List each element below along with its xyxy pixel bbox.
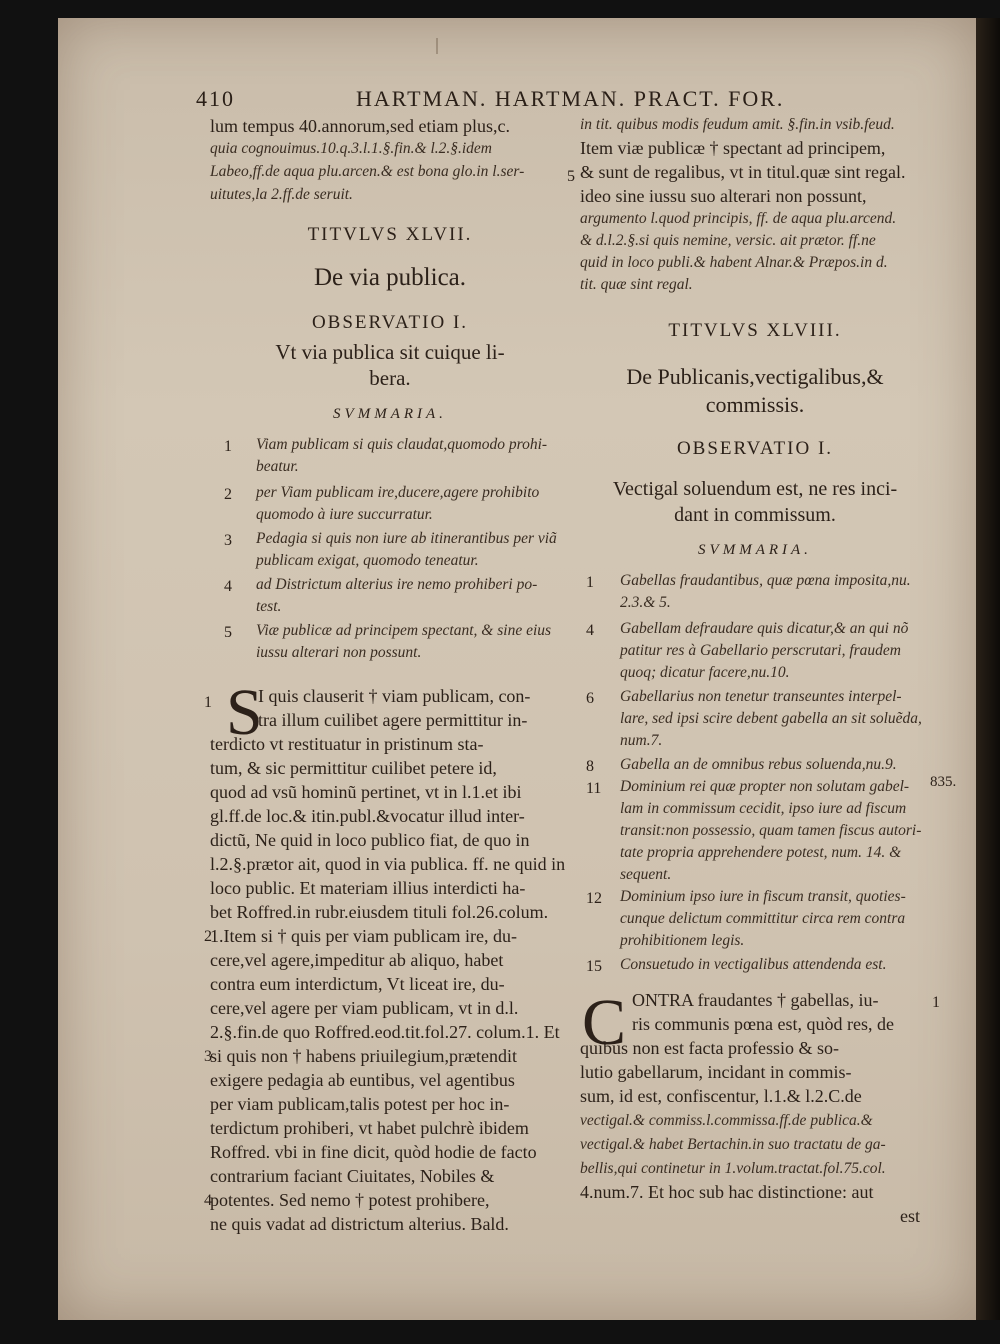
body-line: Roffred. vbi in fine dicit, quòd hodie de facto (210, 1142, 537, 1162)
body-line: sum, id est, confiscentur, l.1.& l.2.C.de (580, 1086, 862, 1106)
summary-line: prohibitionem legis. (620, 932, 745, 949)
citation-line: uitutes,la 2.ff.de seruit. (210, 186, 353, 203)
citation-line: & d.l.2.§.si quis nemine, versic. ait prætor. ff.ne (580, 232, 876, 249)
summary-line: Gabella an de omnibus rebus soluenda,nu.9. (620, 756, 897, 773)
body-line: l.2.§.prætor ait, quod in via publica. ff. ne quid in (210, 854, 566, 874)
summary-number: 2 (224, 486, 232, 503)
summary-line: publicam exigat, quomodo teneatur. (256, 552, 479, 569)
citation-line: Labeo,ff.de aqua plu.arcen.& est bona glo.in l.ser- (210, 163, 525, 180)
body-line: per viam publicam,talis potest per hoc in- (210, 1094, 510, 1114)
summaria-label: SVMMARIA. (698, 542, 812, 558)
summary-line: Dominium rei quæ propter non solutam gabel- (620, 778, 910, 795)
citation-line: quia cognouimus.10.q.3.l.1.§.fin.& l.2.§.idem (210, 140, 493, 157)
body-line: loco public. Et materiam illius interdicti ha- (210, 878, 526, 898)
text-line: lum tempus 40.annorum,sed etiam plus,c. (210, 116, 510, 136)
body-line: bet Roffred.in rubr.eiusdem tituli fol.26.colum. (210, 902, 549, 922)
paragraph-marker: 1 (932, 994, 940, 1011)
summary-number: 1 (224, 438, 232, 455)
summary-line: test. (256, 598, 282, 615)
summary-number: 4 (224, 578, 232, 595)
paragraph-marker: 2 (204, 928, 212, 945)
body-line: ris communis pœna est, quòd res, de (632, 1014, 894, 1034)
body-line: lutio gabellarum, incidant in commis- (580, 1062, 852, 1082)
paragraph-marker: 3 (204, 1048, 212, 1065)
summary-number: 8 (586, 758, 594, 775)
summary-line: per Viam publicam ire,ducere,agere prohibito (256, 484, 540, 501)
body-line: exigere pedagia ab euntibus, vel agentibus (210, 1070, 515, 1090)
summaria-label: SVMMARIA. (333, 406, 447, 422)
subheading-line: Vt via publica sit cuique li- (275, 340, 505, 364)
summary-number: 5 (224, 624, 232, 641)
summary-line: Gabellam defraudare quis dicatur,& an qui nõ (620, 620, 909, 637)
body-line: tra illum cuilibet agere permittitur in- (258, 710, 528, 730)
summary-number: 11 (586, 780, 602, 797)
citation-line: argumento l.quod principis, ff. de aqua plu.arcend. (580, 210, 897, 227)
page-mark (436, 38, 438, 54)
body-line: ne quis vadat ad districtum alterius. Bald. (210, 1214, 509, 1234)
body-line: quod ad vsũ hominũ pertinet, vt in l.1.et ibi (210, 782, 522, 802)
catchword: est (900, 1206, 920, 1226)
summary-line: Viæ publicæ ad principem spectant, & sine eius (256, 622, 552, 639)
body-line: bellis,qui continetur in 1.volum.tractat.fol.75.col. (580, 1160, 886, 1177)
body-line: contra eum interdictum, Vt liceat ire, du- (210, 974, 505, 994)
summary-line: num.7. (620, 732, 663, 749)
summary-line: Gabellas fraudantibus, quæ pœna imposita,nu. (620, 572, 911, 589)
summary-line: Consuetudo in vectigalibus attendenda est. (620, 956, 887, 973)
text-line: ideo sine iussu suo alterari non possunt, (580, 186, 867, 206)
summary-line: quomodo à iure succurratur. (256, 506, 433, 523)
citation-line: quid in loco publi.& habent Alnar.& Præpos.in d. (580, 254, 888, 271)
summary-line: Gabellarius non tenetur transeuntes interpel- (620, 688, 902, 705)
summary-line: tate propria apprehendere potest, num. 14. & (620, 844, 902, 861)
body-line: potentes. Sed nemo † potest prohibere, (210, 1190, 490, 1210)
text-line: Item viæ publicæ † spectant ad principem, (580, 138, 886, 158)
body-line: si quis non † habens priuilegium,prætendit (210, 1046, 517, 1066)
summary-line: Viam publicam si quis claudat,quomodo prohi- (256, 436, 548, 453)
paragraph-marker: 1 (204, 694, 212, 711)
page-edge-shadow (976, 18, 1000, 1320)
summary-line: lam in commissum cecidit, ipso iure ad fiscum (620, 800, 907, 817)
summary-line: iussu alterari non possunt. (256, 644, 422, 661)
subheading-line: Vectigal soluendum est, ne res inci- (612, 478, 898, 500)
body-line: ONTRA fraudantes † gabellas, iu- (632, 990, 879, 1010)
body-line: cere,vel agere,impeditur ab aliquo, habet (210, 950, 504, 970)
title-heading: TITVLVS XLVII. (307, 224, 473, 245)
body-line: I quis clauserit † viam publicam, con- (258, 686, 531, 706)
paragraph-marker: 4 (204, 1192, 212, 1209)
subheading-line: bera. (369, 366, 411, 390)
summary-number: 12 (586, 890, 602, 907)
summary-line: Dominium ipso iure in fiscum transit, quoties- (620, 888, 906, 905)
body-line: vectigal.& commiss.l.commissa.ff.de publica.& (580, 1112, 873, 1129)
summary-number: 15 (586, 958, 602, 975)
running-head: HARTMAN. HARTMAN. PRACT. FOR. (356, 86, 785, 111)
body-line: terdicto vt restituatur in pristinum sta- (210, 734, 484, 754)
section-heading: commissis. (705, 392, 805, 417)
body-line: 2.§.fin.de quo Roffred.eod.tit.fol.27. colum.1. Et (210, 1022, 560, 1042)
body-line: contrarium faciant Ciuitates, Nobiles & (210, 1166, 495, 1186)
observatio-heading: OBSERVATIO I. (676, 438, 834, 459)
summary-line: beatur. (256, 458, 299, 475)
body-line: 1.Item si † quis per viam publicam ire, du- (210, 926, 517, 946)
summary-line: Pedagia si quis non iure ab itinerantibus per viã (256, 530, 557, 547)
summary-line: sequent. (620, 866, 672, 883)
section-heading: De via publica. (313, 264, 467, 291)
summary-line: 2.3.& 5. (620, 594, 671, 611)
summary-line: quoq; dicatur facere,nu.10. (620, 664, 790, 681)
summary-line: cunque delictum committitur circa rem contra (620, 910, 906, 927)
margin-reference: 835. (930, 774, 957, 790)
summary-line: ad Districtum alterius ire nemo prohiberi po- (256, 576, 538, 593)
paragraph-marker: 5 (567, 168, 575, 185)
summary-line: transit:non possessio, quam tamen fiscus autori- (620, 822, 922, 839)
drop-cap: S (226, 676, 263, 749)
summary-number: 3 (224, 532, 232, 549)
summary-line: lare, sed ipsi scire debent gabella an sit soluẽda, (620, 710, 922, 727)
body-line: dictũ, Ne quid in loco publico fiat, de quo in (210, 830, 530, 850)
section-heading: De Publicanis,vectigalibus,& (626, 364, 884, 389)
body-line: gl.ff.de loc.& itin.publ.&vocatur illud inter- (210, 806, 525, 826)
summary-line: patitur res à Gabellario perscrutari, fraudem (620, 642, 902, 659)
summary-number: 1 (586, 574, 594, 591)
body-line: tum, & sic permittitur cuilibet petere id, (210, 758, 497, 778)
title-heading: TITVLVS XLVIII. (668, 320, 842, 341)
body-line: cere,vel agere per viam publicam, vt in d.l. (210, 998, 519, 1018)
body-line: quibus non est facta professio & so- (580, 1038, 839, 1058)
page-header (196, 86, 976, 114)
drop-cap: C (582, 986, 627, 1059)
citation-line: tit. quæ sint regal. (580, 276, 693, 293)
page-number: 410 (196, 86, 235, 111)
observatio-heading: OBSERVATIO I. (311, 312, 469, 333)
body-line: vectigal.& habet Bertachin.in suo tractatu de ga- (580, 1136, 886, 1153)
summary-number: 6 (586, 690, 594, 707)
body-line: terdictum prohiberi, vt habet pulchrè ibidem (210, 1118, 529, 1138)
body-line: 4.num.7. Et hoc sub hac distinctione: aut (580, 1182, 874, 1202)
citation-line: in tit. quibus modis feudum amit. §.fin.in vsib.feud. (580, 116, 895, 133)
text-line: & sunt de regalibus, vt in titul.quæ sint regal. (580, 162, 906, 182)
subheading-line: dant in commissum. (674, 504, 836, 526)
summary-number: 4 (586, 622, 594, 639)
